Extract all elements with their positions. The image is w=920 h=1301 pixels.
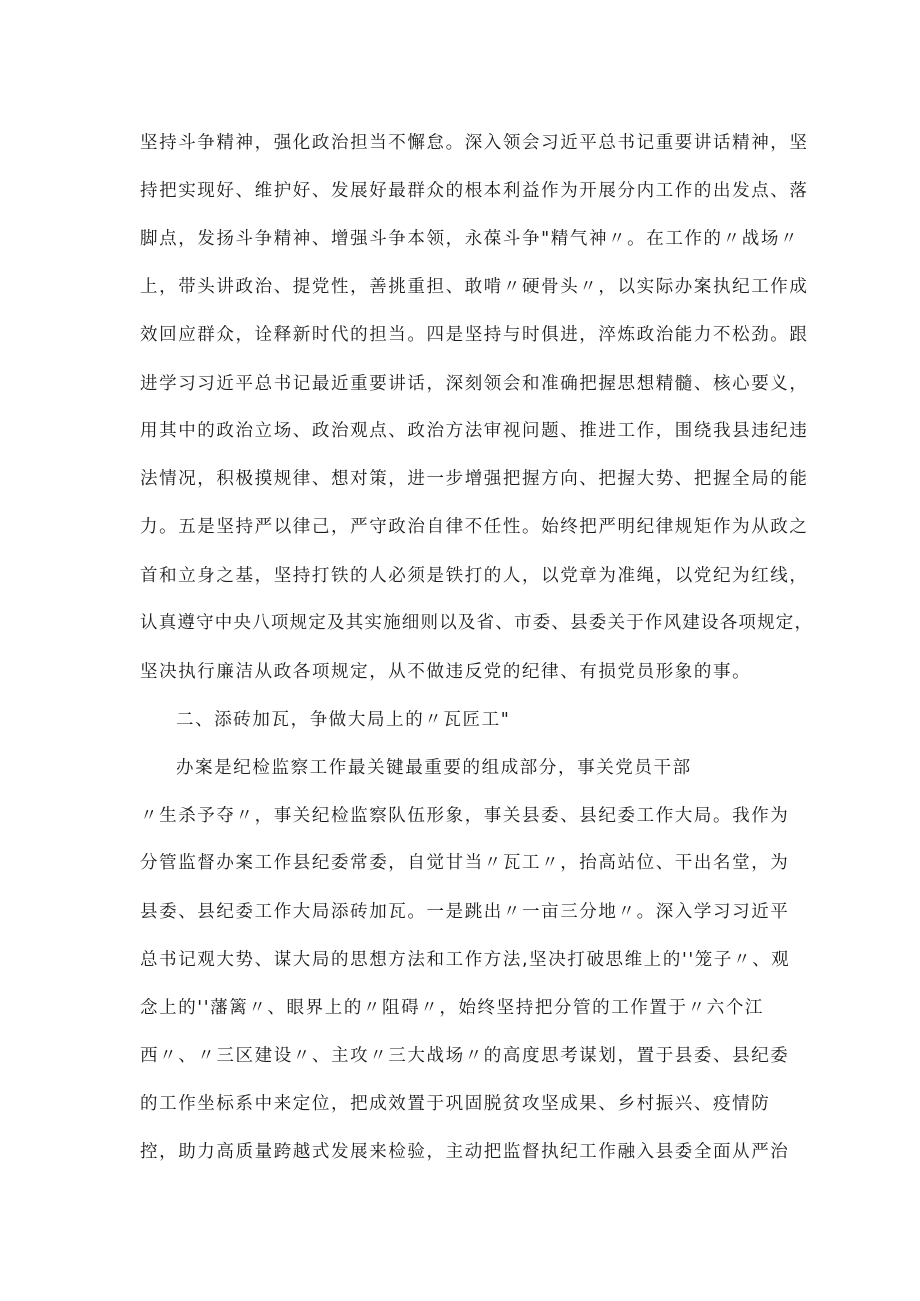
text-line: 认真遵守中央八项规定及其实施细则以及省、市委、县委关于作风建设各项规定， [140,613,814,633]
text-line: 坚决执行廉洁从政各项规定，从不做违反党的纪律、有损党员形象的事。 [140,662,752,682]
text-line: 上，带头讲政治、提党性，善挑重担、敢啃〃硬骨头〃，以实际办案执纪工作成 [140,277,809,297]
text-line: 念上的''藩篱〃、眼界上的〃阻碍〃，始终坚持把分管的工作置于〃六个江 [140,998,765,1018]
text-line: 西〃、〃三区建设〃、主攻〃三大战场〃的高度思考谋划，置于县委、县纪委 [140,1046,790,1066]
text-line: 力。五是坚持严以律己，严守政治自律不任性。始终把严明纪律规矩作为从政之 [140,517,809,537]
text-line: 进学习习近平总书记最近重要讲话，深刻领会和准确把握思想精髓、核心要义， [140,374,809,394]
text-line: 首和立身之基，坚持打铁的人必须是铁打的人，以党章为准绳，以党纪为红线， [140,566,809,586]
text-line: 办案是纪检监察工作最关键最重要的组成部分，事关党员干部 [176,758,692,778]
text-line: 的工作坐标系中来定位，把成效置于巩固脱贫攻坚成果、乡村振兴、疫情防 [140,1094,771,1114]
text-line: 持把实现好、维护好、发展好最群众的根本利益作为开展分内工作的出发点、落 [140,181,809,201]
text-line: 〃生杀予夺〃，事关纪检监察队伍形象，事关县委、县纪委工作大局。我作为 [140,806,790,826]
text-line: 用其中的政治立场、政治观点、政治方法审视问题、推进工作，围绕我县违纪违 [140,421,809,441]
text-line: 坚持斗争精神，强化政治担当不懈怠。深入领会习近平总书记重要讲话精神，坚 [140,133,809,153]
section-heading: 二、添砖加瓦，争做大局上的〃瓦匠工" [176,710,511,730]
text-line: 脚点，发扬斗争精神、增强斗争本领，永葆斗争"精气神〃。在工作的〃战场〃 [140,229,800,249]
text-line: 分管监督办案工作县纪委常委，自觉甘当〃瓦工〃，抬高站位、干出名堂，为 [140,853,790,873]
text-line: 效回应群众，诠释新时代的担当。四是坚持与时俱进，淬炼政治能力不松劲。跟 [140,325,809,345]
text-line: 总书记观大势、谋大局的思想方法和工作方法,坚决打破思维上的''笼子〃、观 [140,950,791,970]
text-line: 法情况，积极摸规律、想对策，进一步增强把握方向、把握大势、把握全局的能 [140,469,809,489]
text-line: 控，助力高质量跨越式发展来检验，主动把监督执纪工作融入县委全面从严治 [140,1142,790,1162]
text-line: 县委、县纪委工作大局添砖加瓦。一是跳出〃一亩三分地〃。深入学习习近平 [140,902,790,922]
